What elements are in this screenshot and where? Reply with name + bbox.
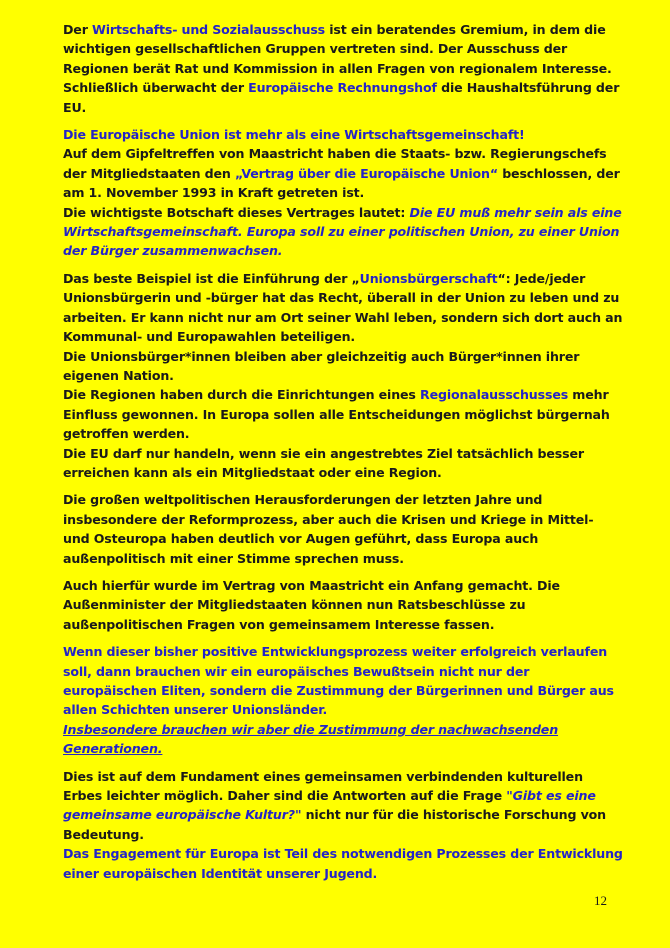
highlight-union-citizenship: Unionsbürgerschaft (359, 270, 498, 286)
paragraph-culture (63, 767, 623, 883)
text-run: ist ein beratendes Gremium, in dem die wichtigen gesellschaftlichen Gruppen vertreten sind. Der Ausschuss der Regionen berät Rat und Kommission in allen Fragen von regionalem Interesse. Schließlich überwacht der (63, 22, 612, 96)
text-run: Das beste Beispiel ist die Einführung der „ (63, 270, 360, 286)
text-run: Das Engagement für Europa ist Teil des notwendigen Prozesses der Entwicklung einer europäischen Identität unserer Jugend. (63, 846, 623, 881)
text-run: beschlossen, der am 1. November 1993 in Kraft getreten ist. (63, 165, 620, 201)
text-run: Die EU darf nur handeln, wenn sie ein angestrebtes Ziel tatsächlich besser erreichen kann als ein Mitgliedstaat oder eine Region. (63, 445, 584, 480)
paragraph-citizenship (63, 269, 623, 482)
text-run: Die großen weltpolitischen Herausforderungen der letzten Jahre und insbesondere der Reformprozess, aber auch die Krisen und Kriege in Mittel- und Osteuropa haben deutlich vor Augen geführt, dass Europa auch außenpolitisch mit einer Stimme sprechen muss. (63, 492, 594, 566)
document-page (63, 20, 623, 891)
text-run: Auf dem Gipfeltreffen von Maastricht haben die Staats- bzw. Regierungschefs der Mitgliedstaaten den (63, 146, 607, 181)
highlight-regional-committee: Regionalausschusses (420, 387, 569, 403)
paragraph-foreign-policy (63, 490, 623, 568)
paragraph-committees (63, 20, 623, 117)
highlight-treaty-name: „Vertrag über die Europäische Union“ (234, 165, 498, 181)
text-run: Die Regionen haben durch die Einrichtungen eines (63, 387, 421, 403)
section-heading: Die Europäische Union ist mehr als eine Wirtschaftsgemeinschaft! (63, 127, 525, 143)
text-run: Dies ist auf dem Fundament eines gemeinsamen verbindenden kulturellen Erbes leichter möglich. Daher sind die Antworten auf die Frage (63, 768, 583, 804)
text-run: Der (63, 22, 92, 37)
text-run: Wenn dieser bisher positive Entwicklungsprozess weiter erfolgreich verlaufen soll, dann brauchen wir ein europäisches Bewußtsein nicht nur der europäischen Eliten, sondern die Zustimmung der Bürgerinnen und Bürger aus allen Schichten unserer Unionsländer. (63, 644, 614, 718)
culture-question-quote: "Gibt es eine gemeinsame europäische Kultur?" (63, 788, 596, 823)
text-run: die Haushaltsführung der EU. (63, 80, 620, 115)
treaty-message-quote: Die EU muß mehr sein als eine Wirtschaftsgemeinschaft. Europa soll zu einer politischen Union, zu einer Union der Bürger zusammenwachsen. (63, 204, 622, 259)
highlight-court-of-auditors: Europäische Rechnungshof (248, 80, 437, 96)
paragraph-foreign-ministers (63, 576, 623, 634)
highlight-economic-social-committee: Wirtschafts- und Sozialausschuss (92, 22, 326, 37)
text-run: Auch hierfür wurde im Vertrag von Maastricht ein Anfang gemacht. Die Außenminister der Mitgliedstaaten können nun Ratsbeschlüsse zu außenpolitischen Fragen von gemeinsamem Interesse fassen. (63, 577, 560, 632)
paragraph-awareness (63, 642, 623, 758)
page-number: 12 (594, 893, 607, 908)
text-run: Die wichtigste Botschaft dieses Vertrages lautet: (63, 204, 410, 220)
text-run: mehr Einfluss gewonnen. In Europa sollen alle Entscheidungen möglichst bürgernah getroffen werden. (63, 387, 610, 442)
paragraph-maastricht (63, 125, 623, 261)
text-run: nicht nur für die historische Forschung von Bedeutung. (63, 807, 606, 842)
text-run: Die Unionsbürger*innen bleiben aber gleichzeitig auch Bürger*innen ihrer eigenen Nation. (63, 348, 580, 383)
text-run: “: Jede/jeder Unionsbürgerin und -bürger hat das Recht, überall in der Union zu leben und zu arbeiten. Er kann nicht nur am Ort seiner Wahl leben, sondern sich dort auch an Kommunal- und Europawahlen beteiligen. (63, 270, 623, 345)
next-generations-emphasis: Insbesondere brauchen wir aber die Zustimmung der nachwachsenden Generationen. (63, 721, 559, 757)
